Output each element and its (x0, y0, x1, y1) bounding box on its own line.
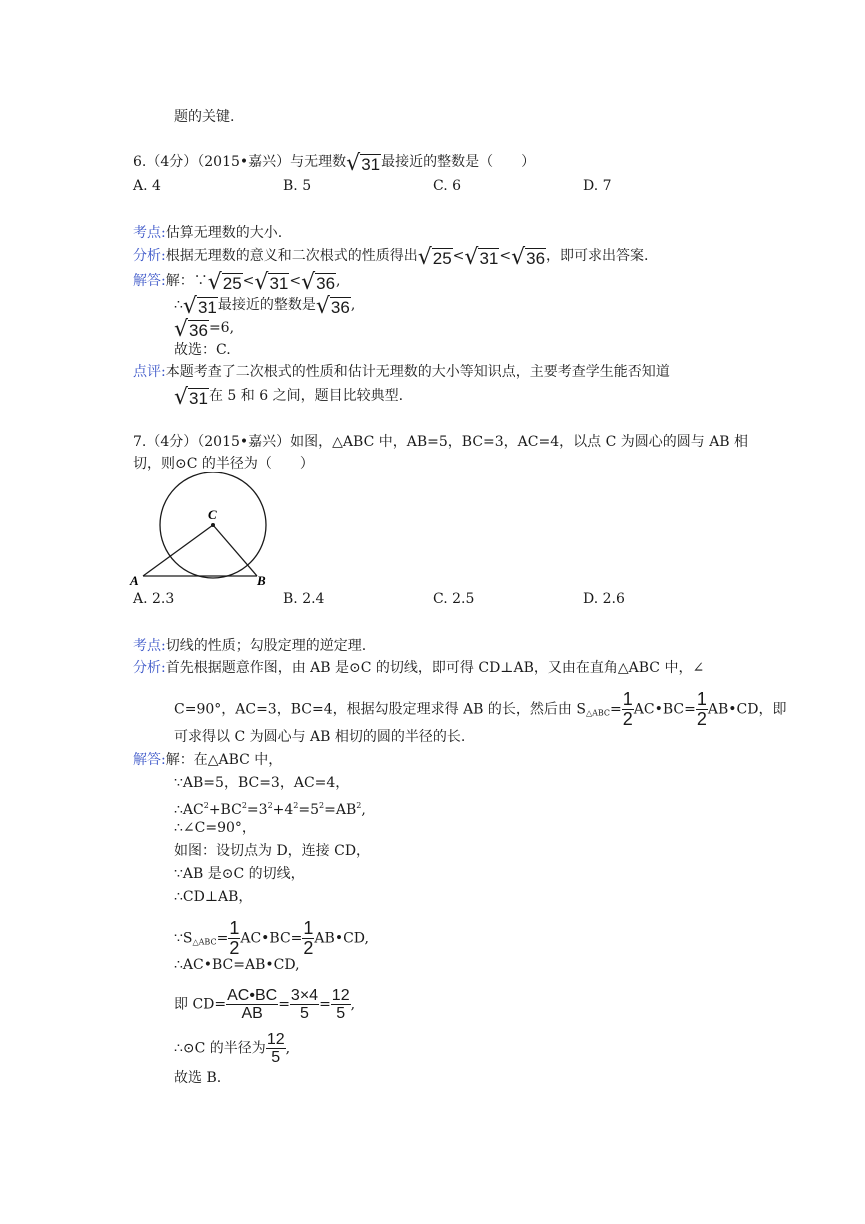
segment-ac (143, 525, 213, 576)
jieda-label: 解答: (133, 752, 166, 768)
q7-jieda-1: 解答:解：在△ABC 中， (133, 752, 283, 768)
q7-figure (125, 472, 285, 590)
fraction: $\frac{12}{5}$ (266, 1031, 285, 1066)
q7-jieda-2: ∵AB=5，BC=3，AC=4， (174, 775, 350, 791)
q7-jieda-7: ∴CD⊥AB， (174, 889, 253, 905)
label-a: A (130, 573, 139, 588)
fraction: $\frac{1}{2}$ (696, 689, 707, 729)
radical: √ 36 (174, 317, 208, 342)
q6-jieda-3: √ 36 =6, (174, 317, 235, 342)
q6-option-d: D. 7 (583, 178, 612, 194)
radical: √ 25 (207, 270, 242, 295)
fenxi-label: 分析: (133, 660, 166, 676)
q7-option-d: D. 2.6 (583, 591, 625, 607)
radical: √ 36 (511, 245, 546, 270)
fraction: $\frac{1}{2}$ (303, 918, 314, 958)
q6-option-b: B. 5 (283, 178, 312, 194)
q7-jieda-11: ∴⊙C 的半径为 $\frac{12}{5}$ , (174, 1031, 291, 1066)
q7-jieda-6: ∵AB 是⊙C 的切线， (174, 866, 305, 882)
jieda-label: 解答: (133, 273, 166, 289)
q7-jieda-12: 故选 B. (174, 1070, 222, 1086)
radical: √ 31 (182, 294, 217, 319)
q6-dianping-1: 点评:本题考查了二次根式的性质和估计无理数的大小等知识点，主要考查学生能否知道 (133, 364, 670, 380)
dianping-label: 点评: (133, 364, 166, 380)
q7-jieda-4: ∴∠C=90°， (174, 820, 256, 836)
fraction: $\frac{1}{2}$ (622, 689, 633, 729)
fraction: $\frac{1}{2}$ (229, 918, 240, 958)
radical: √ 31 (254, 270, 289, 295)
q7-option-a: A. 2.3 (133, 591, 175, 607)
kaodian-label: 考点: (133, 225, 166, 241)
q6-stem: 6.（4分）（2015•嘉兴）与无理数 √ 31 最接近的整数是（ ） (133, 151, 536, 176)
fraction: $\frac{AC•BC}{AB}$ (227, 987, 278, 1022)
q7-fenxi-3: 可求得以 C 为圆心与 AB 相切的圆的半径的长. (174, 729, 466, 745)
q6-option-c: C. 6 (433, 178, 462, 194)
radical-31: √ 31 (346, 151, 381, 176)
kaodian-label: 考点: (133, 638, 166, 654)
fraction: $\frac{3\times 4}{5}$ (290, 987, 319, 1022)
q7-kaodian: 考点:切线的性质；勾股定理的逆定理. (133, 638, 367, 654)
q6-dianping-2: √ 31 在 5 和 6 之间，题目比较典型. (174, 385, 404, 410)
q7-jieda-10: 即 CD= $\frac{AC•BC}{AB}$ = $\frac{3\times 4}{5}$ = $\frac{12}{5}$ , (174, 987, 356, 1022)
q6-jieda-4: 故选：C. (174, 342, 231, 358)
q7-stem-2: 切，则⊙C 的半径为（ ） (133, 456, 314, 472)
radical: √ 25 (417, 245, 452, 270)
q7-jieda-9: ∴AC•BC=AB•CD, (174, 957, 300, 973)
fraction: $\frac{12}{5}$ (331, 987, 350, 1022)
radical: √ 36 (315, 294, 350, 319)
q6-fenxi: 分析:根据无理数的意义和二次根式的性质得出 √ 25 < √ 31 < √ 36 ，即可求出答案. (133, 245, 649, 270)
radical: √ 31 (174, 385, 208, 410)
radical: √ 31 (464, 245, 499, 270)
q7-stem-1: 7.（4分）（2015•嘉兴）如图，△ABC 中，AB=5，BC=3，AC=4，以点 C 为圆心的圆与 AB 相 (133, 434, 749, 450)
continuation-text: 题的关键. (174, 109, 235, 125)
fenxi-label: 分析: (133, 248, 166, 264)
q6-jieda-1: 解答:解：∵ √ 25 < √ 31 < √ 36 , (133, 270, 341, 295)
q6-jieda-2: ∴ √ 31 最接近的整数是 √ 36 , (174, 294, 356, 319)
q6-kaodian: 考点:估算无理数的大小. (133, 225, 283, 241)
label-b: B (257, 573, 266, 588)
q7-option-b: B. 2.4 (283, 591, 325, 607)
q7-option-c: C. 2.5 (433, 591, 475, 607)
q6-option-a: A. 4 (133, 178, 161, 194)
q7-jieda-8: $\because S_{\triangle ABC}=$ $\frac{1}{2}$ AC•BC= $\frac{1}{2}$ AB•CD, (174, 918, 369, 958)
q7-jieda-5: 如图：设切点为 D，连接 CD， (174, 843, 371, 859)
q7-fenxi-2: C=90°，AC=3，BC=4，根据勾股定理求得 AB 的长，然后由 $S_{\triangle ABC}=$ $\frac{1}{2}$ AC•BC= $\frac{1}{2}$ AB•CD，即 (174, 689, 787, 729)
q7-fenxi-1: 分析:首先根据题意作图，由 AB 是⊙C 的切线，即可得 CD⊥AB，又由在直角△ABC 中，∠ (133, 660, 705, 676)
label-c: C (208, 507, 217, 522)
q7-jieda-3: $\therefore AC^2+BC^2=3^2+4^2=5^2=AB^2$, (174, 801, 366, 818)
segment-bc (213, 525, 257, 576)
center-point (211, 523, 215, 527)
radical: √ 36 (301, 270, 336, 295)
